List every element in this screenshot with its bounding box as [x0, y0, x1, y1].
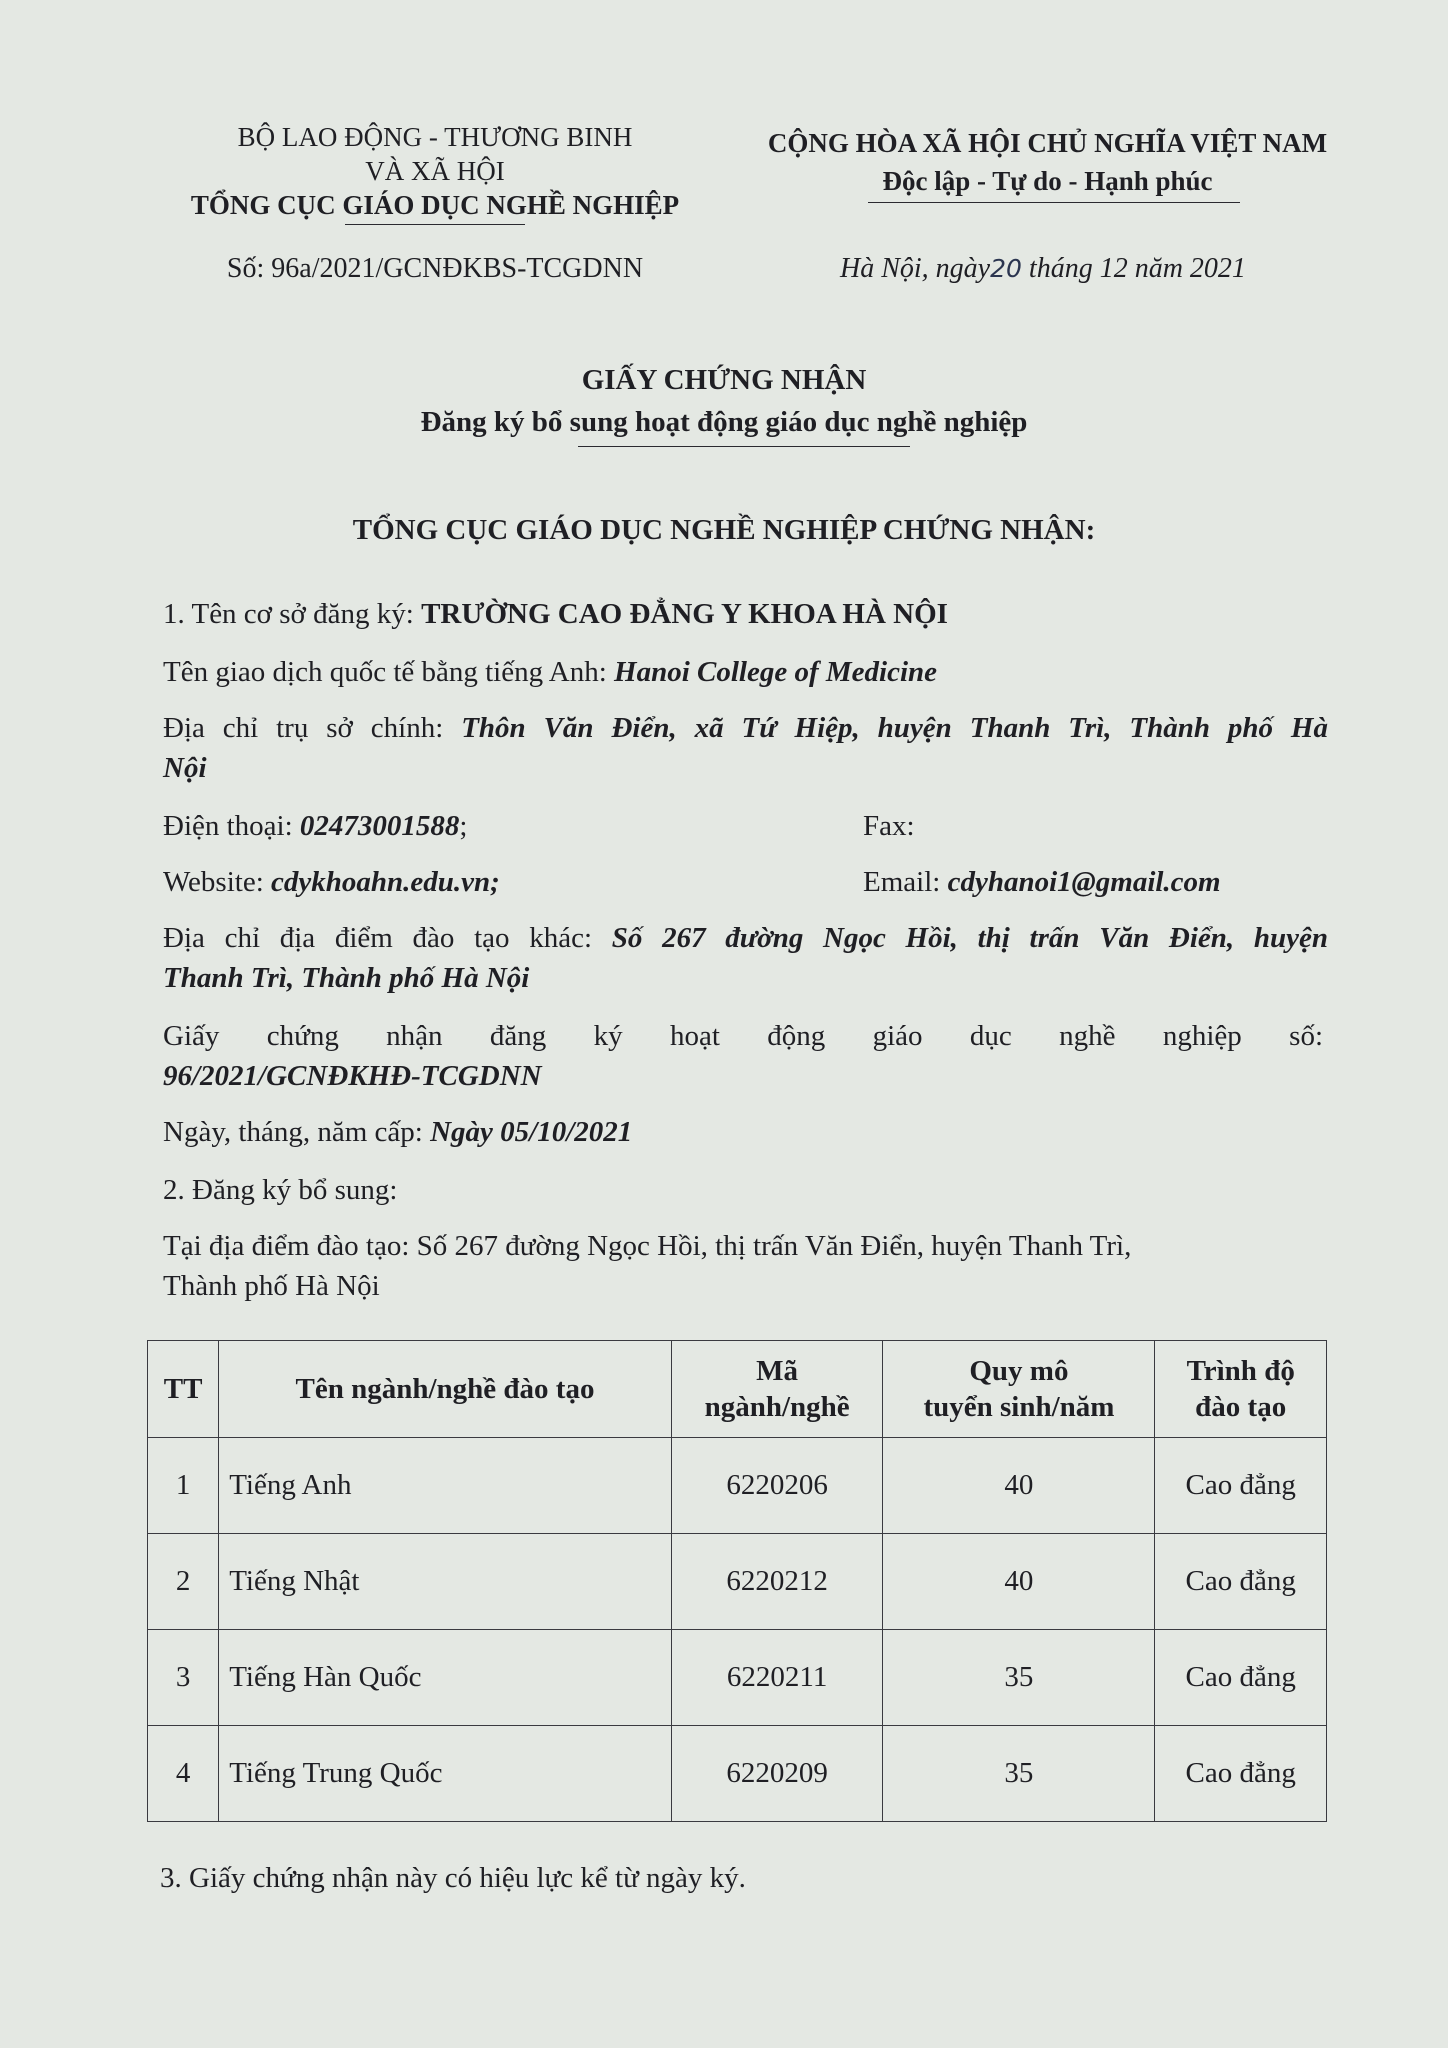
title-underline [578, 446, 910, 447]
cell-tt: 1 [148, 1438, 219, 1534]
email-line [863, 862, 1333, 902]
address-label: Địa chỉ trụ sở chính: [163, 712, 462, 744]
cell-name: Tiếng Hàn Quốc [219, 1630, 672, 1726]
date-place [840, 252, 1340, 286]
motto-underline [868, 202, 1240, 203]
cell-scale: 35 [883, 1726, 1155, 1822]
website-line [163, 862, 763, 902]
date-day: 20 [990, 254, 1022, 283]
date-rest: tháng 12 năm 2021 [1021, 253, 1246, 284]
address-value-line1: Thôn Văn Điển, xã Tứ Hiệp, huyện Thanh Trì, Thành phố Hà [461, 712, 1328, 744]
location-line2: Thành phố Hà Nội [163, 1270, 380, 1302]
other-address-value-line2: Thanh Trì, Thành phố Hà Nội [163, 962, 530, 994]
other-address-line1 [163, 918, 1328, 958]
cell-code: 6220212 [671, 1534, 883, 1630]
header-level-line2: đào tạo [1195, 1391, 1287, 1423]
cell-tt: 3 [148, 1630, 219, 1726]
intl-name-label: Tên giao dịch quốc tế bằng tiếng Anh: [163, 656, 615, 688]
intl-name-line [163, 652, 1333, 692]
cell-level: Cao đẳng [1155, 1630, 1327, 1726]
doc-number: Số: 96a/2021/GCNĐKBS-TCGDNN [226, 253, 644, 284]
header-code-line2: ngành/nghề [704, 1391, 850, 1423]
cell-name: Tiếng Trung Quốc [219, 1726, 672, 1822]
email-label: Email: [863, 866, 948, 898]
title-sub: Đăng ký bổ sung hoạt động giáo dục nghề nghiệp [420, 406, 1028, 438]
cell-scale: 40 [883, 1534, 1155, 1630]
table-header-row [148, 1341, 1327, 1438]
cell-tt: 4 [148, 1726, 219, 1822]
agency-name: TỔNG CỤC GIÁO DỤC NGHỀ NGHIỆP [190, 190, 680, 220]
table-row [148, 1534, 1327, 1630]
cell-name: Tiếng Anh [219, 1438, 672, 1534]
header-scale [883, 1341, 1155, 1438]
certifies-heading: TỔNG CỤC GIÁO DỤC NGHỀ NGHIỆP CHỨNG NHẬN: [352, 514, 1096, 546]
fax-label: Fax: [863, 810, 915, 842]
cell-tt: 2 [148, 1534, 219, 1630]
header-level [1155, 1341, 1327, 1438]
cell-level: Cao đẳng [1155, 1438, 1327, 1534]
other-address-label: Địa chỉ địa điểm đào tạo khác: [163, 922, 612, 954]
country-name: CỘNG HÒA XÃ HỘI CHỦ NGHĨA VIỆT NAM [767, 128, 1328, 158]
header-scale-line1: Quy mô [969, 1355, 1069, 1387]
agency-underline [345, 224, 525, 225]
institution-name-label: 1. Tên cơ sở đăng ký: [163, 598, 422, 630]
ministry-block [150, 120, 720, 222]
issue-date-value: Ngày 05/10/2021 [430, 1116, 633, 1148]
cell-scale: 40 [883, 1438, 1155, 1534]
phone-line [163, 806, 763, 846]
issue-date-line [163, 1112, 1328, 1152]
programs-table [147, 1340, 1327, 1822]
title-main: GIẤY CHỨNG NHẬN [581, 364, 867, 396]
website-label: Website: [163, 866, 271, 898]
header-scale-line2: tuyển sinh/năm [923, 1391, 1115, 1423]
header-level-line1: Trình độ [1186, 1355, 1295, 1387]
table-row [148, 1438, 1327, 1534]
ministry-line1: BỘ LAO ĐỘNG - THƯƠNG BINH [237, 122, 633, 152]
cert-label: Giấy chứng nhận đăng ký hoạt động giáo dục nghề nghiệp số: [163, 1020, 1323, 1052]
header-code-line1: Mã [756, 1355, 799, 1387]
cell-code: 6220211 [671, 1630, 883, 1726]
phone-suffix: ; [459, 810, 468, 842]
cell-scale: 35 [883, 1630, 1155, 1726]
website-value: cdykhoahn.edu.vn; [271, 866, 500, 898]
issue-date-label: Ngày, tháng, năm cấp: [163, 1116, 431, 1148]
phone-label: Điện thoại: [163, 810, 300, 842]
other-address-value-line1: Số 267 đường Ngọc Hồi, thị trấn Văn Điển, huyện [611, 922, 1328, 954]
motto: Độc lập - Tự do - Hạnh phúc [882, 166, 1213, 196]
date-place-label: Hà Nội, ngày [840, 253, 991, 284]
ministry-line2: VÀ XÃ HỘI [365, 156, 505, 186]
location-line1: Tại địa điểm đào tạo: Số 267 đường Ngọc Hồi, thị trấn Văn Điển, huyện Thanh Trì, [163, 1230, 1132, 1262]
phone-value: 02473001588 [299, 810, 460, 842]
cell-code: 6220206 [671, 1438, 883, 1534]
email-value: cdyhanoi1@gmail.com [947, 866, 1221, 898]
institution-name-value: TRƯỜNG CAO ĐẲNG Y KHOA HÀ NỘI [421, 598, 948, 630]
institution-name-line [163, 594, 1333, 634]
section2-heading: 2. Đăng ký bổ sung: [163, 1174, 398, 1206]
header-code [671, 1341, 883, 1438]
validity-statement: 3. Giấy chứng nhận này có hiệu lực kể từ ngày ký. [160, 1862, 746, 1894]
cell-level: Cao đẳng [1155, 1726, 1327, 1822]
header-name: Tên ngành/nghề đào tạo [219, 1341, 672, 1438]
intl-name-value: Hanoi College of Medicine [614, 656, 938, 688]
header-tt: TT [148, 1341, 219, 1438]
table-row [148, 1726, 1327, 1822]
table-row [148, 1630, 1327, 1726]
cert-value: 96/2021/GCNĐKHĐ-TCGDNN [163, 1060, 542, 1092]
address-value-line2: Nội [163, 752, 207, 784]
cell-code: 6220209 [671, 1726, 883, 1822]
cell-level: Cao đẳng [1155, 1534, 1327, 1630]
address-line1 [163, 708, 1328, 748]
cell-name: Tiếng Nhật [219, 1534, 672, 1630]
